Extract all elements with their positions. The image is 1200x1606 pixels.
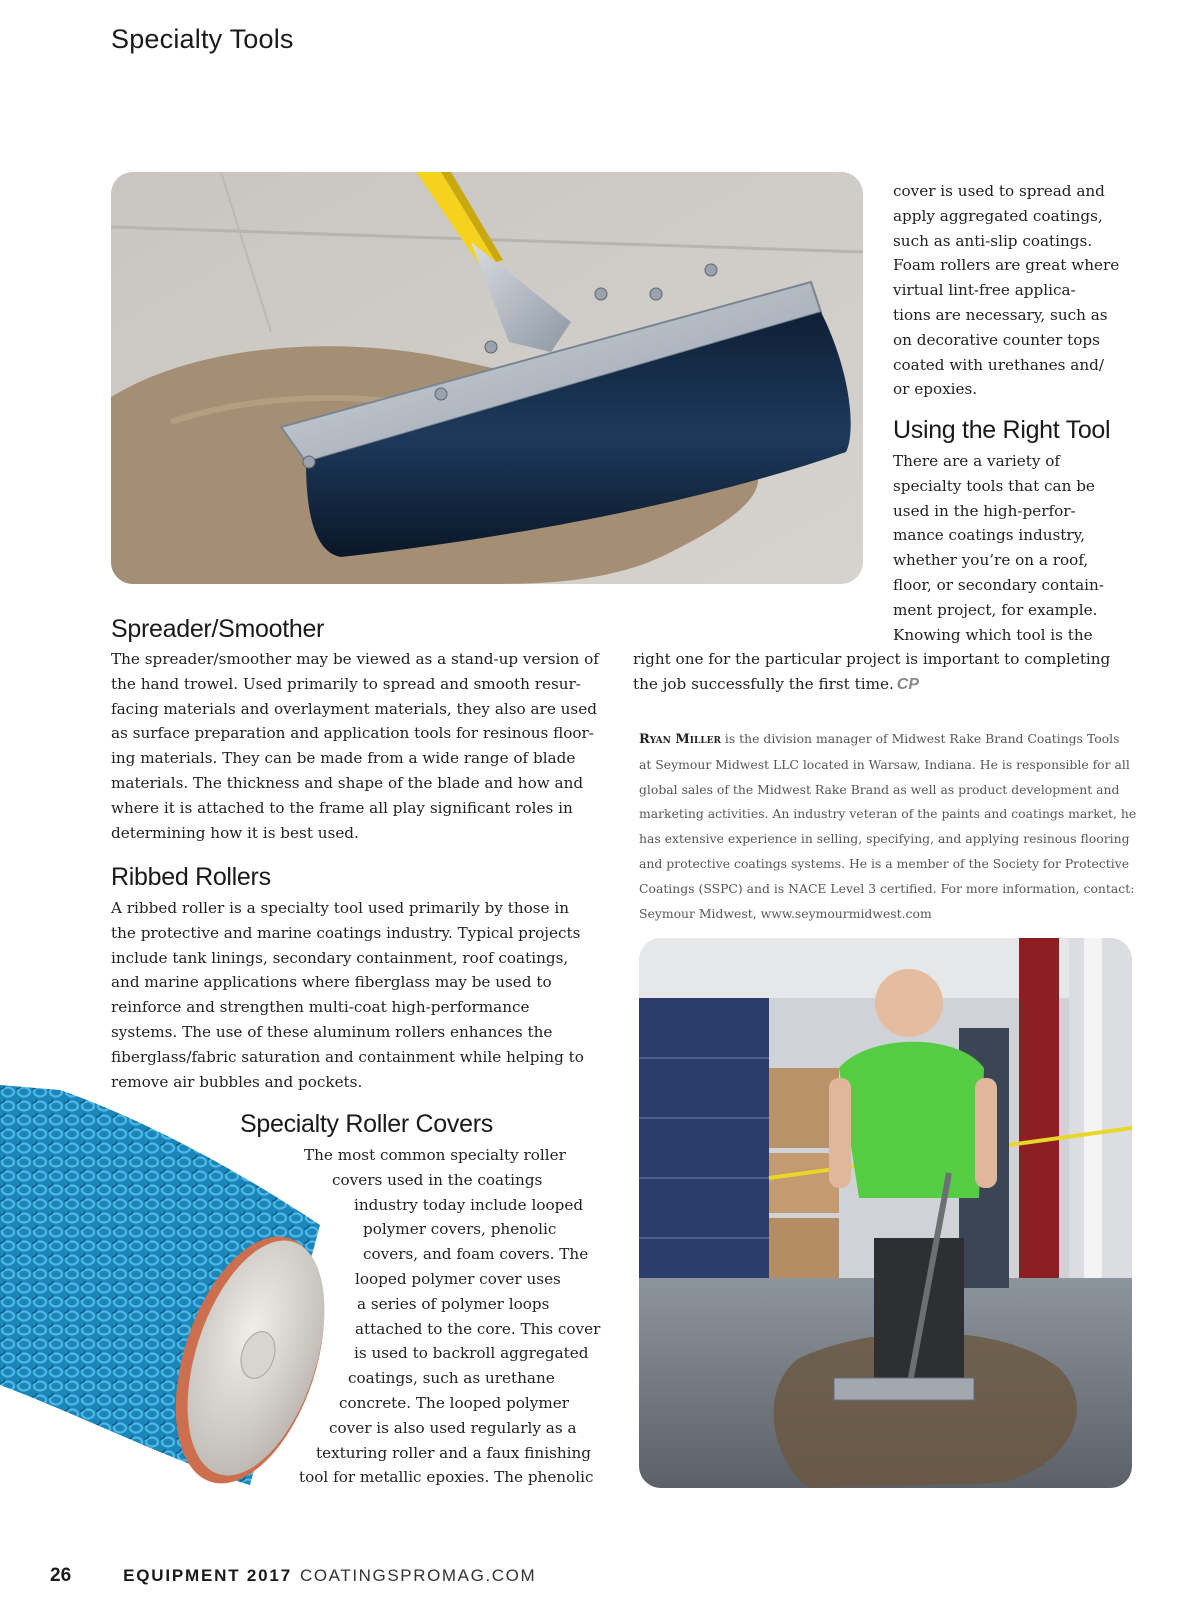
text-line: reinforce and strengthen multi-coat high-performance bbox=[111, 998, 530, 1017]
text-line: whether you’re on a roof, bbox=[893, 551, 1089, 570]
text-line: industry today include looped bbox=[354, 1195, 584, 1214]
text-line: coated with urethanes and/ bbox=[893, 355, 1104, 374]
text-line: such as anti-slip coatings. bbox=[893, 231, 1093, 250]
text-line: facing materials and overlayment materials, they also are used bbox=[111, 699, 597, 718]
text-line: Seymour Midwest, www.seymourmidwest.com bbox=[639, 905, 932, 921]
text-line: on decorative counter tops bbox=[893, 330, 1100, 349]
spreader-body bbox=[111, 647, 599, 845]
worker-photo bbox=[639, 938, 1132, 1488]
text-line: concrete. The looped polymer bbox=[339, 1393, 570, 1412]
text-line: covers, and foam covers. The bbox=[363, 1245, 589, 1264]
text-line: and marine applications where fiberglass may be used to bbox=[111, 973, 552, 992]
text-line: fiberglass/fabric saturation and containment while helping to bbox=[111, 1047, 584, 1066]
text-line: used in the high-perfor- bbox=[893, 501, 1076, 520]
heading-spreader-smoother: Spreader/Smoother bbox=[111, 615, 325, 643]
text-line: cover is also used regularly as a bbox=[329, 1418, 577, 1437]
text-line: remove air bubbles and pockets. bbox=[111, 1072, 363, 1091]
text-line: Foam rollers are great where bbox=[893, 256, 1120, 275]
text-line: at Seymour Midwest LLC located in Warsaw, Indiana. He is responsible for all bbox=[639, 756, 1130, 772]
text-line: specialty tools that can be bbox=[893, 476, 1095, 495]
using-right-tool-continued bbox=[633, 647, 1110, 698]
text-line: a series of polymer loops bbox=[357, 1294, 550, 1313]
text-line: coatings, such as urethane bbox=[348, 1369, 555, 1388]
text-line: has extensive experience in selling, specifying, and applying resinous flooring bbox=[639, 831, 1130, 847]
heading-ribbed-rollers: Ribbed Rollers bbox=[111, 863, 271, 891]
text-line: or epoxies. bbox=[893, 380, 978, 399]
right-column-intro bbox=[893, 179, 1119, 402]
text-line: global sales of the Midwest Rake Brand as well as product development and bbox=[639, 781, 1120, 797]
text-line: the hand trowel. Used primarily to spread and smooth resur- bbox=[111, 674, 581, 693]
text-line: is used to backroll aggregated bbox=[354, 1344, 589, 1363]
heading-specialty-roller-covers: Specialty Roller Covers bbox=[240, 1110, 493, 1138]
text-line: texturing roller and a faux finishing bbox=[316, 1443, 592, 1462]
text-line: There are a variety of bbox=[893, 452, 1061, 470]
text-line: polymer covers, phenolic bbox=[363, 1220, 557, 1239]
text-line: where it is attached to the frame all play significant roles in bbox=[111, 798, 573, 817]
author-name: Ryan Miller bbox=[639, 732, 721, 747]
text-line: The most common specialty roller bbox=[304, 1146, 566, 1164]
text-line: the job successfully the first time. bbox=[633, 674, 894, 693]
text-line: systems. The use of these aluminum rollers enhances the bbox=[111, 1022, 553, 1041]
text-line bbox=[639, 727, 1136, 753]
text-line: is the division manager of Midwest Rake Brand Coatings Tools bbox=[720, 731, 1120, 746]
cp-end-mark: CP bbox=[896, 675, 920, 693]
text-line: looped polymer cover uses bbox=[355, 1269, 561, 1288]
text-line: The spreader/smoother may be viewed as a stand-up version of bbox=[111, 650, 599, 668]
text-line: ment project, for example. bbox=[893, 600, 1098, 619]
ribbed-body bbox=[111, 896, 584, 1094]
text-line: determining how it is best used. bbox=[111, 823, 359, 842]
text-line: tions are necessary, such as bbox=[893, 305, 1108, 324]
text-line: tool for metallic epoxies. The phenolic bbox=[299, 1468, 594, 1487]
text-line: mance coatings industry, bbox=[893, 526, 1086, 545]
text-line: A ribbed roller is a specialty tool used primarily by those in bbox=[111, 899, 570, 917]
text-line: the protective and marine coatings industry. Typical projects bbox=[111, 923, 581, 942]
text-line: attached to the core. This cover bbox=[355, 1319, 601, 1338]
issue-label: EQUIPMENT 2017 bbox=[123, 1566, 292, 1585]
heading-using-right-tool: Using the Right Tool bbox=[893, 416, 1111, 444]
roller-covers-body bbox=[0, 1143, 600, 1490]
text-line: and protective coatings systems. He is a member of the Society for Protective bbox=[639, 855, 1130, 871]
text-line: Coatings (SSPC) and is NACE Level 3 certified. For more information, contact: bbox=[639, 880, 1135, 896]
text-line: Knowing which tool is the bbox=[893, 625, 1093, 644]
text-line: covers used in the coatings bbox=[332, 1170, 543, 1189]
text-line: as surface preparation and application tools for resinous floor- bbox=[111, 724, 594, 743]
using-right-tool-body bbox=[893, 449, 1104, 647]
page-number: 26 bbox=[50, 1565, 72, 1586]
author-bio bbox=[639, 727, 1136, 926]
text-line: include tank linings, secondary containment, roof coatings, bbox=[111, 948, 569, 967]
site-url: COATINGSPROMAG.COM bbox=[299, 1566, 537, 1585]
text-line: right one for the particular project is important to completing bbox=[633, 650, 1111, 668]
section-header: Specialty Tools bbox=[111, 24, 294, 54]
text-line-last bbox=[633, 672, 1110, 698]
text-line: ing materials. They can be made from a wide range of blade bbox=[111, 749, 576, 768]
text-line: apply aggregated coatings, bbox=[893, 206, 1103, 225]
spreader-photo bbox=[111, 172, 863, 584]
text-line: marketing activities. An industry veteran of the paints and coatings market, he bbox=[639, 806, 1137, 822]
text-line: materials. The thickness and shape of the blade and how and bbox=[111, 773, 584, 792]
text-line: cover is used to spread and bbox=[893, 182, 1105, 200]
page-footer bbox=[50, 1565, 536, 1587]
text-line: virtual lint-free applica- bbox=[893, 281, 1076, 300]
text-line: floor, or secondary contain- bbox=[893, 575, 1104, 594]
